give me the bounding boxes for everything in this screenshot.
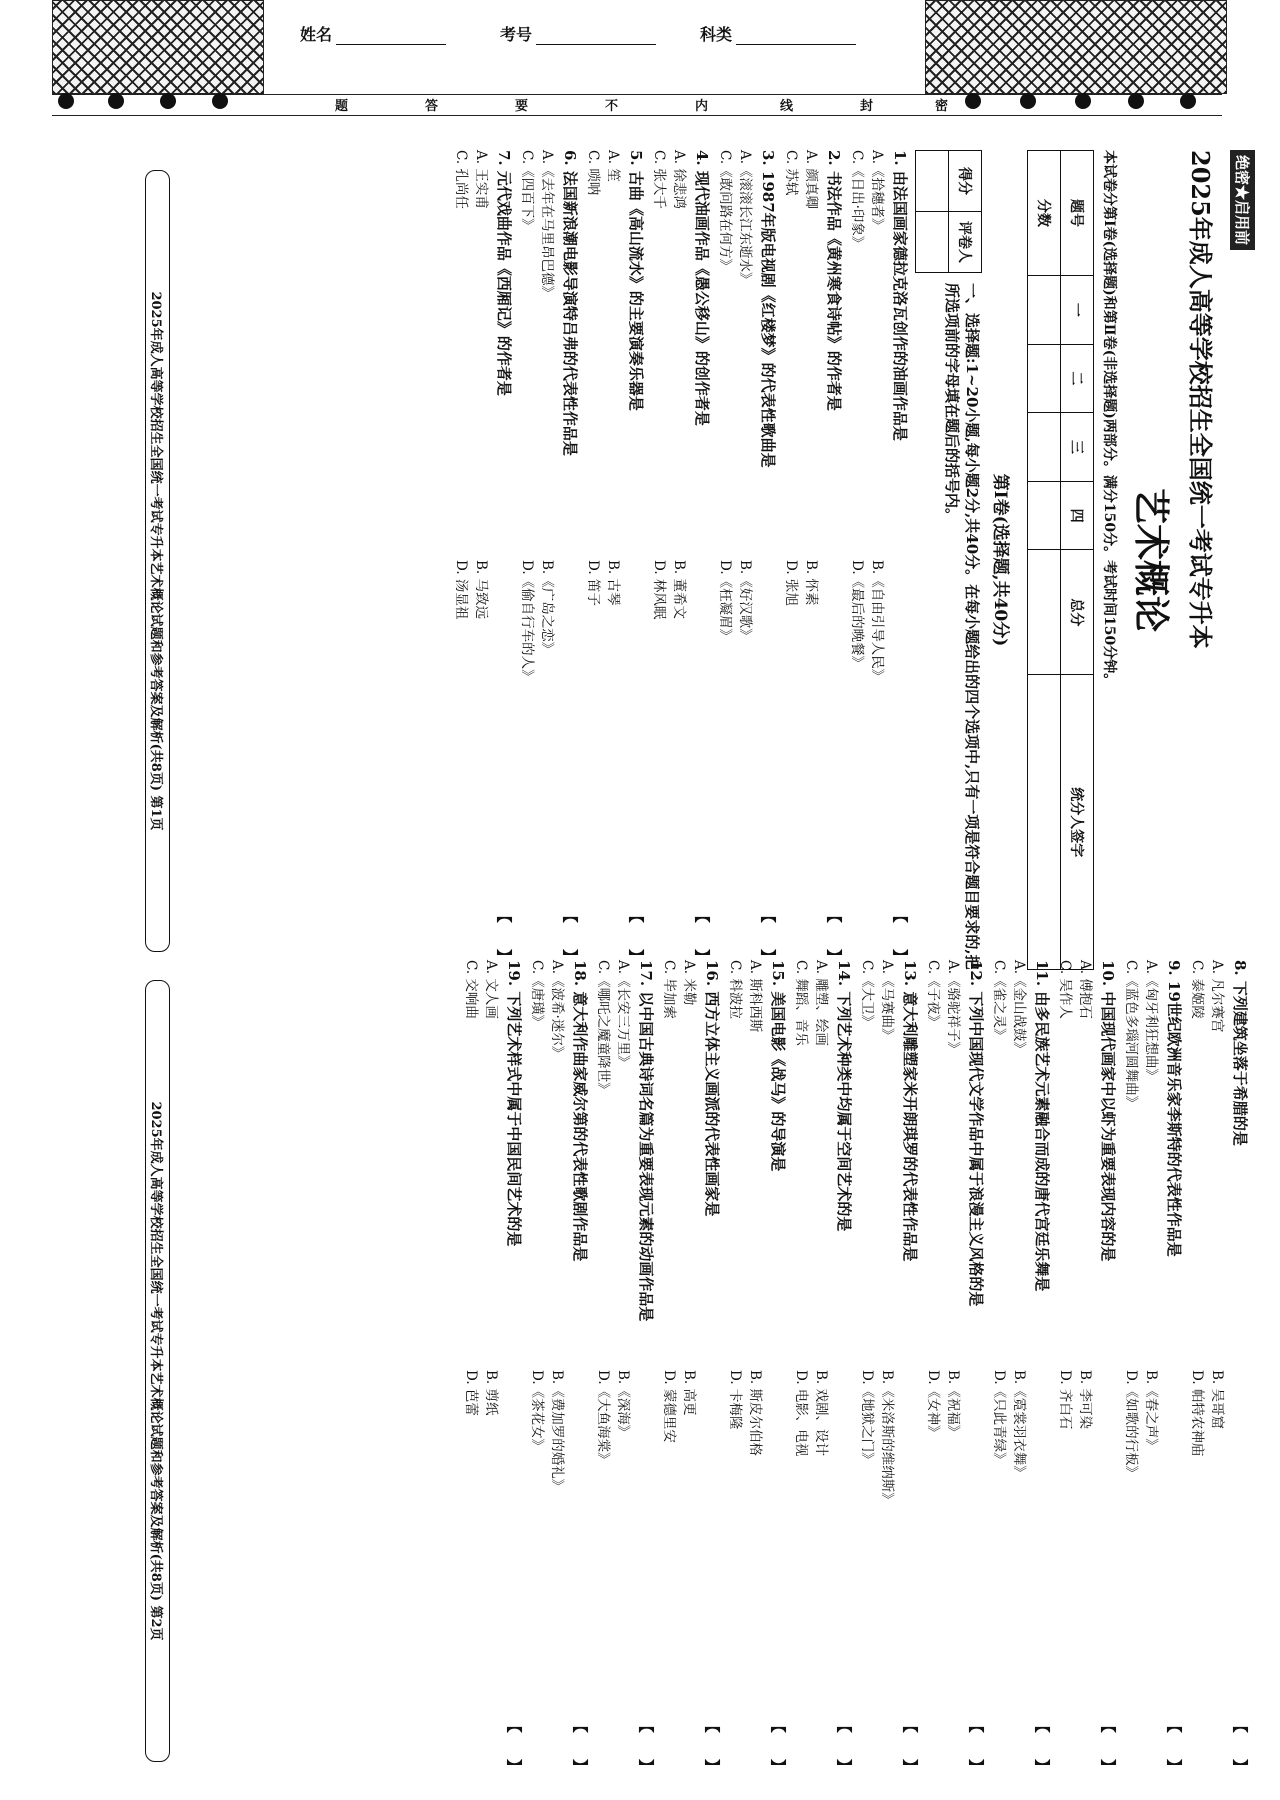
options [717, 150, 757, 970]
question-stem [1031, 960, 1053, 1780]
option: D.《如歌的行板》 [1123, 1370, 1139, 1480]
question [585, 150, 647, 970]
option: D.《大鱼海棠》 [595, 1370, 611, 1466]
question-stem [965, 960, 987, 1780]
options [651, 150, 691, 970]
question [1057, 960, 1119, 1780]
option: A. 米勒 [681, 960, 697, 1006]
option: C. 张大千 [651, 150, 667, 209]
options [453, 150, 493, 970]
answer-bracket[interactable]: 【 】 [627, 907, 645, 964]
subject-label: 科类 [700, 25, 733, 44]
option: A. 凡尔赛宫 [1209, 960, 1225, 1033]
score-cell[interactable] [1028, 413, 1061, 482]
stem-text: 10. 中国现代画家中以虾为重要表现内容的是 [1099, 960, 1117, 1262]
stem-text: 15. 美国电影《战马》的导演是 [769, 960, 787, 1172]
binding-dot [212, 93, 228, 109]
exam-title: 2025年成人高等学校招生全国统一考试专升本 [1186, 150, 1215, 649]
option: D.《茶花女》 [529, 1370, 545, 1453]
grader-header: 得分 [949, 151, 982, 212]
option: B. 斯皮尔伯格 [747, 1370, 763, 1457]
stem-text: 3. 1987年版电视剧《红楼梦》的代表性歌曲是 [759, 150, 777, 468]
answer-bracket[interactable]: 【 】 [891, 907, 909, 964]
option: D.《地狱之门》 [859, 1370, 875, 1466]
question [991, 960, 1053, 1780]
option: C.《大卫》 [859, 960, 875, 1029]
option: C. 科波拉 [727, 960, 743, 1019]
option: B. 李可染 [1077, 1370, 1093, 1430]
page-footer: 2025年成人高等学校招生全国统一考试专升本艺术概论试题和参考答案及解析(共8页) 第2页 [145, 980, 170, 1762]
question-stem [767, 960, 789, 1780]
question [1123, 960, 1185, 1780]
seal-char: 密 [935, 99, 949, 114]
answer-bracket[interactable]: 【 】 [495, 907, 513, 964]
option: A. 雕塑、绘画 [813, 960, 829, 1046]
options [1189, 960, 1229, 1780]
option: A.《骆驼祥子》 [945, 960, 961, 1056]
answer-bracket[interactable]: 【 】 [703, 1717, 721, 1774]
section-instruction: 一、选择题:1~20小题,每小题2分,共40分。在每小题给出的四个选项中,只有一项是符合题目要求的,把所选项前的字母填在题后的括号内。 [943, 283, 981, 970]
question [463, 960, 525, 1780]
options [849, 150, 889, 970]
question-stem [503, 960, 525, 1780]
seal-char: 题 [335, 99, 349, 114]
answer-bracket[interactable]: 【 】 [1165, 1717, 1183, 1774]
question-stem [757, 150, 779, 970]
option: A. 傅抱石 [1077, 960, 1093, 1019]
question [453, 150, 515, 970]
question-stem [493, 150, 515, 970]
option: C.《蓝色多瑙河圆舞曲》 [1123, 960, 1139, 1110]
question [859, 960, 921, 1780]
binding-dot [1075, 93, 1091, 109]
question-stem [1097, 960, 1119, 1780]
option: B. 吴哥窟 [1209, 1370, 1225, 1430]
option: A.《波希·迷尔》 [549, 960, 565, 1060]
option: A.《金山战鼓》 [1011, 960, 1027, 1056]
answer-bracket[interactable]: 【 】 [835, 1717, 853, 1774]
answer-bracket[interactable]: 【 】 [825, 907, 843, 964]
option: A. 徐悲鸿 [671, 150, 687, 209]
stem-text: 5. 古曲《高山流水》的主要演奏乐器是 [627, 150, 645, 411]
question-stem [691, 150, 713, 970]
options [925, 960, 965, 1780]
answer-bracket[interactable]: 【 】 [505, 1717, 523, 1774]
answer-bracket[interactable]: 【 】 [637, 1717, 655, 1774]
options [463, 960, 503, 1780]
stem-text: 6. 法国新浪潮电影导演特吕弗的代表性作品是 [561, 150, 579, 456]
seal-char: 封 [860, 99, 874, 114]
option: C.《雀之灵》 [991, 960, 1007, 1042]
options [529, 960, 569, 1780]
option: B.《好汉歌》 [737, 560, 753, 642]
answer-bracket[interactable]: 【 】 [571, 1717, 589, 1774]
option: C.《敢问路在何方》 [717, 150, 733, 273]
stem-text: 11. 由多民族艺术元素融合而成的唐代宫廷乐舞是 [1033, 960, 1051, 1292]
seal-char: 不 [605, 99, 619, 114]
question [849, 150, 911, 970]
option: D.《女神》 [925, 1370, 941, 1439]
stem-text: 2. 书法作品《黄州寒食诗帖》的作者是 [825, 150, 843, 411]
score-cell[interactable] [1028, 675, 1061, 970]
score-header: 题号 [1061, 151, 1094, 276]
grader-cell[interactable] [916, 212, 949, 273]
option: D. 卡梅隆 [727, 1370, 743, 1430]
option: C. 吴作人 [1057, 960, 1073, 1019]
exam-page-1 [95, 140, 1255, 990]
stem-text: 18. 意大利作曲家威尔第的代表性歌剧作品是 [571, 960, 589, 1262]
page-1-content [148, 150, 1255, 970]
options [783, 150, 823, 970]
options [519, 150, 559, 970]
binding-dot [108, 93, 124, 109]
score-cell[interactable] [1028, 276, 1061, 345]
options [727, 960, 767, 1780]
option: A.《滚滚长江东逝水》 [737, 150, 753, 286]
page-footer: 2025年成人高等学校招生全国统一考试专升本艺术概论试题和参考答案及解析(共8页) 第1页 [145, 170, 170, 952]
option: C.《唐璜》 [529, 960, 545, 1029]
binding-dot [1128, 93, 1144, 109]
exam-number-label: 考号 [500, 25, 533, 44]
option: D. 帕特农神庙 [1189, 1370, 1205, 1457]
grader-cell[interactable] [916, 151, 949, 212]
answer-bracket[interactable]: 【 】 [1231, 1717, 1249, 1774]
question [529, 960, 591, 1780]
page-2-content [148, 960, 1255, 1780]
answer-bracket[interactable]: 【 】 [759, 907, 777, 964]
option: D.《枉凝眉》 [717, 560, 733, 643]
option: B. 董希文 [671, 560, 687, 620]
question-stem [889, 150, 911, 970]
option: B.《春之声》 [1143, 1370, 1159, 1452]
subject-field[interactable] [700, 22, 856, 45]
options [585, 150, 625, 970]
exam-number-field[interactable] [500, 22, 656, 45]
option: B.《深海》 [615, 1370, 631, 1439]
binding-dot [160, 93, 176, 109]
option: A. 斯科西斯 [747, 960, 763, 1033]
name-field[interactable] [300, 22, 446, 45]
stem-text: 4. 现代油画作品《愚公移山》的创作者是 [693, 150, 711, 426]
options [595, 960, 635, 1780]
question-stem [559, 150, 581, 970]
option: B. 剪纸 [483, 1370, 499, 1416]
options [1057, 960, 1097, 1780]
option: D.《偷自行车的人》 [519, 560, 535, 683]
question-list [453, 150, 911, 970]
question [1189, 960, 1251, 1780]
option: A. 文人画 [483, 960, 499, 1019]
answer-bracket[interactable]: 【 】 [561, 907, 579, 964]
option: A.《长安三万里》 [615, 960, 631, 1069]
question-stem [701, 960, 723, 1780]
option: B.《米洛斯的维纳斯》 [879, 1370, 895, 1506]
option: B.《费加罗的婚礼》 [549, 1370, 565, 1493]
hatch-pattern-right [925, 0, 1227, 94]
option: D. 林风眠 [651, 560, 667, 620]
question-stem [899, 960, 921, 1780]
question [783, 150, 845, 970]
hatch-pattern-left [52, 0, 264, 94]
answer-bracket[interactable]: 【 】 [1033, 1717, 1051, 1774]
binding-dot [965, 93, 981, 109]
question [661, 960, 723, 1780]
option: B. 高更 [681, 1370, 697, 1416]
option: D. 齐白石 [1057, 1370, 1073, 1430]
option: A.《马赛曲》 [879, 960, 895, 1042]
binding-dot [1180, 93, 1196, 109]
option: D. 笛子 [585, 560, 601, 606]
question [717, 150, 779, 970]
stem-text: 16. 西方立体主义画派的代表性画家是 [703, 960, 721, 1217]
score-cell[interactable] [1028, 344, 1061, 413]
option: D.《只此青绿》 [991, 1370, 1007, 1466]
binding-dot [1020, 93, 1036, 109]
option: A. 颜真卿 [803, 150, 819, 209]
option: C.《哪吒之魔童降世》 [595, 960, 611, 1096]
score-table [1027, 150, 1094, 970]
option: B. 古琴 [605, 560, 621, 606]
option: D. 汤显祖 [453, 560, 469, 620]
section-header [915, 150, 982, 970]
options [661, 960, 701, 1780]
confidential-badge: 绝密★启用前 [1230, 150, 1255, 250]
question-stem [833, 960, 855, 1780]
name-label: 姓名 [300, 25, 333, 44]
option: D. 张旭 [783, 560, 799, 606]
option: A. 王实甫 [473, 150, 489, 209]
option: D. 电影、电视 [793, 1370, 809, 1457]
option: C. 唢呐 [585, 150, 601, 196]
option: A.《匈牙利狂想曲》 [1143, 960, 1159, 1083]
question-stem [1163, 960, 1185, 1780]
stem-text: 17. 以中国古典诗词名篇为重要表现元素的动画作品是 [637, 960, 655, 1322]
answer-bracket[interactable]: 【 】 [1099, 1717, 1117, 1774]
option: C. 泰姬陵 [1189, 960, 1205, 1019]
option: D.《最后的晚餐》 [849, 560, 865, 670]
question [651, 150, 713, 970]
subject-title: 艺术概论 [1130, 487, 1172, 632]
binding-dot [58, 93, 74, 109]
option: C.《日出·印象》 [849, 150, 865, 250]
option: C. 苏轼 [783, 150, 799, 196]
question-stem [625, 150, 647, 970]
option: B. 马致远 [473, 560, 489, 620]
stem-text: 12. 下列中国现代文学作品中属于浪漫主义风格的是 [967, 960, 985, 1307]
option: C. 孔尚任 [453, 150, 469, 209]
stem-text: 9. 19世纪欧洲音乐家李斯特的代表性作品是 [1165, 960, 1183, 1257]
seal-char: 要 [515, 99, 529, 114]
answer-bracket[interactable]: 【 】 [693, 907, 711, 964]
answer-bracket[interactable]: 【 】 [769, 1717, 787, 1774]
option: C. 交响曲 [463, 960, 479, 1019]
section-title: 第Ⅰ卷(选择题,共40分) [990, 473, 1010, 647]
options [793, 960, 833, 1780]
exam-intro: 本试卷分第Ⅰ卷(选择题)和第Ⅱ卷(非选择题)两部分。满分150分。考试时间150分钟。 [1101, 150, 1117, 688]
option: B.《祝福》 [945, 1370, 961, 1439]
options [1123, 960, 1163, 1780]
answer-bracket[interactable]: 【 】 [967, 1717, 985, 1774]
stem-text: 19. 下列艺术样式中属于中国民间艺术的是 [505, 960, 523, 1247]
question [925, 960, 987, 1780]
question-stem [1229, 960, 1251, 1780]
options [991, 960, 1031, 1780]
option: A.《去年在马里昂巴德》 [539, 150, 555, 300]
question-stem [569, 960, 591, 1780]
option: B. 戏剧、设计 [813, 1370, 829, 1457]
score-header: 一 [1061, 276, 1094, 345]
question [595, 960, 657, 1780]
stem-text: 13. 意大利雕塑家米开朗琪罗的代表性作品是 [901, 960, 919, 1262]
score-header: 四 [1061, 481, 1094, 550]
grader-header: 评卷人 [949, 212, 982, 273]
option: B.《广岛之恋》 [539, 560, 555, 656]
option: D. 芭蕾 [463, 1370, 479, 1416]
question [793, 960, 855, 1780]
score-header: 三 [1061, 413, 1094, 482]
stem-text: 14. 下列艺术种类中均属于空间艺术的是 [835, 960, 853, 1232]
score-cell[interactable] [1028, 481, 1061, 550]
option: C. 毕加索 [661, 960, 677, 1019]
seal-char: 线 [780, 99, 794, 114]
options [859, 960, 899, 1780]
question [519, 150, 581, 970]
option: C.《四百下》 [519, 150, 535, 232]
question-stem [823, 150, 845, 970]
option: D. 蒙德里安 [661, 1370, 677, 1443]
stem-text: 8. 下列建筑坐落于希腊的是 [1231, 960, 1249, 1146]
score-header: 统分人签字 [1061, 675, 1094, 970]
stem-text: 1. 由法国画家德拉克洛瓦创作的油画作品是 [891, 150, 909, 441]
score-header: 二 [1061, 344, 1094, 413]
score-cell[interactable] [1028, 550, 1061, 675]
exam-page-2 [95, 950, 1255, 1800]
option: C.《子夜》 [925, 960, 941, 1029]
grader-table [915, 150, 982, 273]
question [727, 960, 789, 1780]
option: B. 怀素 [803, 560, 819, 606]
option: B.《自由引导人民》 [869, 560, 885, 683]
option: C. 舞蹈、音乐 [793, 960, 809, 1046]
option: A. 笙 [605, 150, 621, 182]
option: B.《霓裳羽衣舞》 [1011, 1370, 1027, 1479]
option: A.《拾穗者》 [869, 150, 885, 232]
score-row-label: 分数 [1028, 151, 1061, 276]
question-stem [635, 960, 657, 1780]
score-header: 总分 [1061, 550, 1094, 675]
answer-bracket[interactable]: 【 】 [901, 1717, 919, 1774]
stem-text: 7. 元代戏曲作品《西厢记》的作者是 [495, 150, 513, 396]
seal-char: 内 [695, 99, 709, 114]
seal-char: 答 [425, 99, 439, 114]
